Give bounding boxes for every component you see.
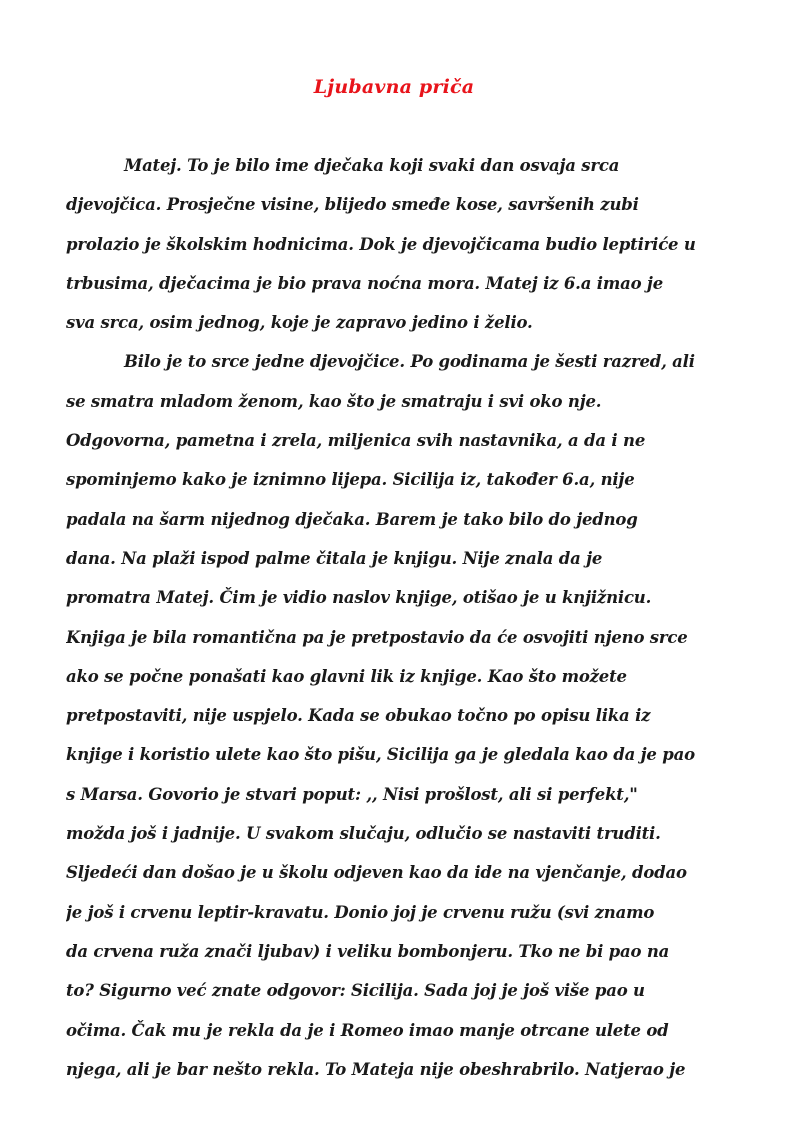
text-line: da crvena ruža znači ljubav) i veliku bombonjeru. Tko ne bi pao na — [66, 941, 670, 961]
text-line: Bilo je to srce jedne djevojčice. Po godinama je šesti razred, ali — [124, 352, 695, 372]
text-line: promatra Matej. Čim je vidio naslov knjige, otišao je u knjižnicu. — [66, 588, 652, 608]
document-title: Ljubavna priča — [313, 76, 475, 98]
text-line: očima. Čak mu je rekla da je i Romeo imao manje otrcane ulete od — [66, 1020, 669, 1040]
text-line: Knjiga je bila romantična pa je pretpostavio da će osvojiti njeno srce — [66, 627, 688, 647]
text-line: sva srca, osim jednog, koje je zapravo jedino i želio. — [66, 313, 533, 333]
text-line: dana. Na plaži ispod palme čitala je knjigu. Nije znala da je — [66, 548, 603, 568]
text-line: pretpostaviti, nije uspjelo. Kada se obukao točno po opisu lika iz — [66, 706, 651, 726]
text-line: je još i crvenu leptir-kravatu. Donio joj je crvenu ružu (svi znamo — [66, 902, 655, 922]
text-line: knjige i koristio ulete kao što pišu, Sicilija ga je gledala kao da je pao — [66, 745, 695, 765]
text-line: padala na šarm nijednog dječaka. Barem je tako bilo do jednog — [66, 509, 638, 529]
text-line: se smatra mladom ženom, kao što je smatraju i svi oko nje. — [66, 391, 602, 411]
text-line: možda još i jadnije. U svakom slučaju, odlučio se nastaviti truditi. — [66, 824, 661, 844]
text-line: djevojčica. Prosječne visine, blijedo smeđe kose, savršenih zubi — [66, 195, 639, 215]
text-line: trbusima, dječacima je bio prava noćna mora. Matej iz 6.a imao je — [66, 273, 663, 293]
text-line: spominjemo kako je iznimno lijepa. Sicilija iz, također 6.a, nije — [66, 470, 635, 490]
text-line: Odgovorna, pametna i zrela, miljenica svih nastavnika, a da i ne — [66, 431, 646, 451]
story-body — [66, 146, 731, 1089]
text-line: Matej. To je bilo ime dječaka koji svaki dan osvaja srca — [124, 156, 620, 175]
text-line: njega, ali je bar nešto rekla. To Mateja nije obeshrabrilo. Natjerao je — [66, 1059, 686, 1079]
text-line: s Marsa. Govorio je stvari poput: ,, Nisi prošlost, ali si perfekt," — [66, 784, 638, 804]
text-line: Sljedeći dan došao je u školu odjeven kao da ide na vjenčanje, dodao — [66, 863, 687, 883]
text-line: to? Sigurno već znate odgovor: Sicilija. Sada joj je još više pao u — [66, 981, 645, 1001]
text-line: ako se počne ponašati kao glavni lik iz knjige. Kao što možete — [66, 666, 627, 686]
text-line: prolazio je školskim hodnicima. Dok je djevojčicama budio leptiriće u — [66, 234, 696, 254]
